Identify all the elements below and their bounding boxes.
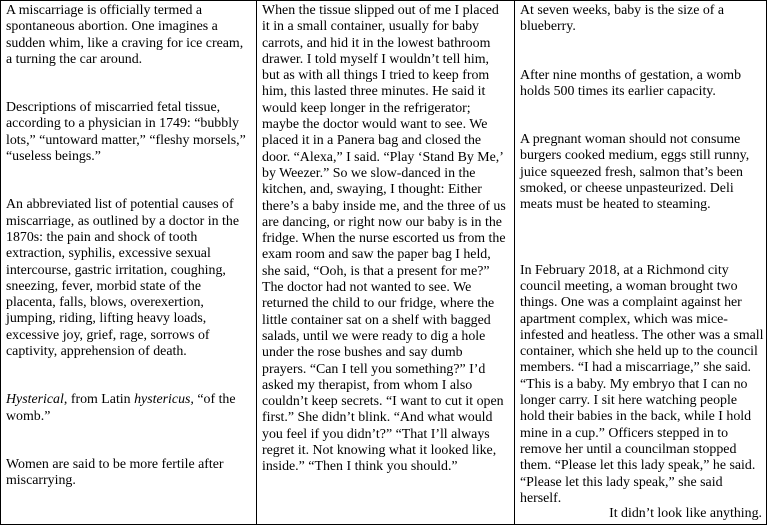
paragraph-hysterical: [6, 392, 252, 425]
paragraph-womb-capacity: After nine months of gestation, a womb holds 500 times its earlier capacity.: [520, 67, 742, 99]
paragraph-fetal-tissue: Descriptions of miscarried fetal tissue, according to a physician in 1749: “bubbly lots,” “untoward matter,” “fleshy morsels,” “useless beings.”: [6, 100, 246, 165]
hysterical-word: Hysterical: [6, 392, 64, 408]
hysterical-middle: , from Latin: [63, 392, 135, 408]
paragraph-pregnancy-diet: A pregnant woman should not consume burgers cooked medium, eggs still runny, juice squeezed fresh, salmon that’s been smoked, or cheese unpasteurized. Deli meats must be heated to steaming.: [520, 132, 750, 213]
column-middle: [256, 1, 514, 524]
column-left: [1, 1, 256, 524]
closing-line: It didn’t look like anything.: [609, 505, 762, 521]
paragraph-fertile: Women are said to be more fertile after miscarrying.: [6, 456, 224, 489]
column-right: [514, 1, 768, 524]
paragraph-richmond-council: In February 2018, at a Richmond city council meeting, a woman brought two things. One was a complaint against her apartment complex, which was mice-infested and heatless. The other was a small container, which she held up to the council members. “I had a miscarriage,” she said. “This is a baby. My embryo that I can no longer carry. I sit here watching people hold their babies in the back, while I hold mine in a cup.” Officers stepped in to remove her until a councilman stopped them. “Please let this lady speak,” he said. “Please let this lady speak,” she said herself.: [520, 262, 764, 506]
hysterical-latin: hystericus,: [134, 392, 194, 408]
paragraph-spontaneous-abortion: A miscarriage is officially termed a spontaneous abortion. One imagines a sudden whim, like a craving for ice cream, a turning the car around.: [6, 3, 244, 67]
paragraph-causes: An abbreviated list of potential causes of miscarriage, as outlined by a doctor in the 1870s: the pain and shock of tooth extraction, syphilis, excessive sexual intercourse, gastric irritation, coughing, sneezing, fever, morbid state of the placenta, falls, blows, overexertion, jumping, riding, lifting heavy loads, excessive joy, grief, rage, sorrows of captivity, apprehension of death.: [6, 197, 239, 360]
paragraph-narrative: When the tissue slipped out of me I placed it in a small container, usually for baby carrots, and hid it in the lowest bathroom drawer. I told myself I wouldn’t tell him, but as with all things I tried to keep from him, this lasted three minutes. He said it would keep longer in the refrigerator; maybe the doctor would want to see. We placed it in a Panera bag and closed the door. “Alexa,” I said. “Play ‘Stand By Me,’ by Weezer.” So we slow-danced in the kitchen, and, swaying, I thought: Either there’s a baby inside me, and the three of us are dancing, or right now our baby is in the fridge. When the nurse escorted us from the exam room and saw the paper bag I held, she said, “Ooh, is that a present for me?” The doctor had not wanted to see. We returned the child to our fridge, where the little container sat on a shelf with bagged salads, until we were ready to dig a hole under the rose bushes and say dumb prayers. “Can I tell you something?” I’d asked my therapist, from whom I also couldn’t keep secrets. “I want to cut it open first.” She didn’t blink. “And what would you feel if you didn’t?” “That I’ll always regret it. Not knowing what it looked like, inside.” “Then I think you should.”: [262, 3, 506, 475]
paragraph-blueberry: At seven weeks, baby is the size of a blueberry.: [520, 3, 725, 35]
hysterical-rest: “of the womb.”: [6, 392, 236, 424]
